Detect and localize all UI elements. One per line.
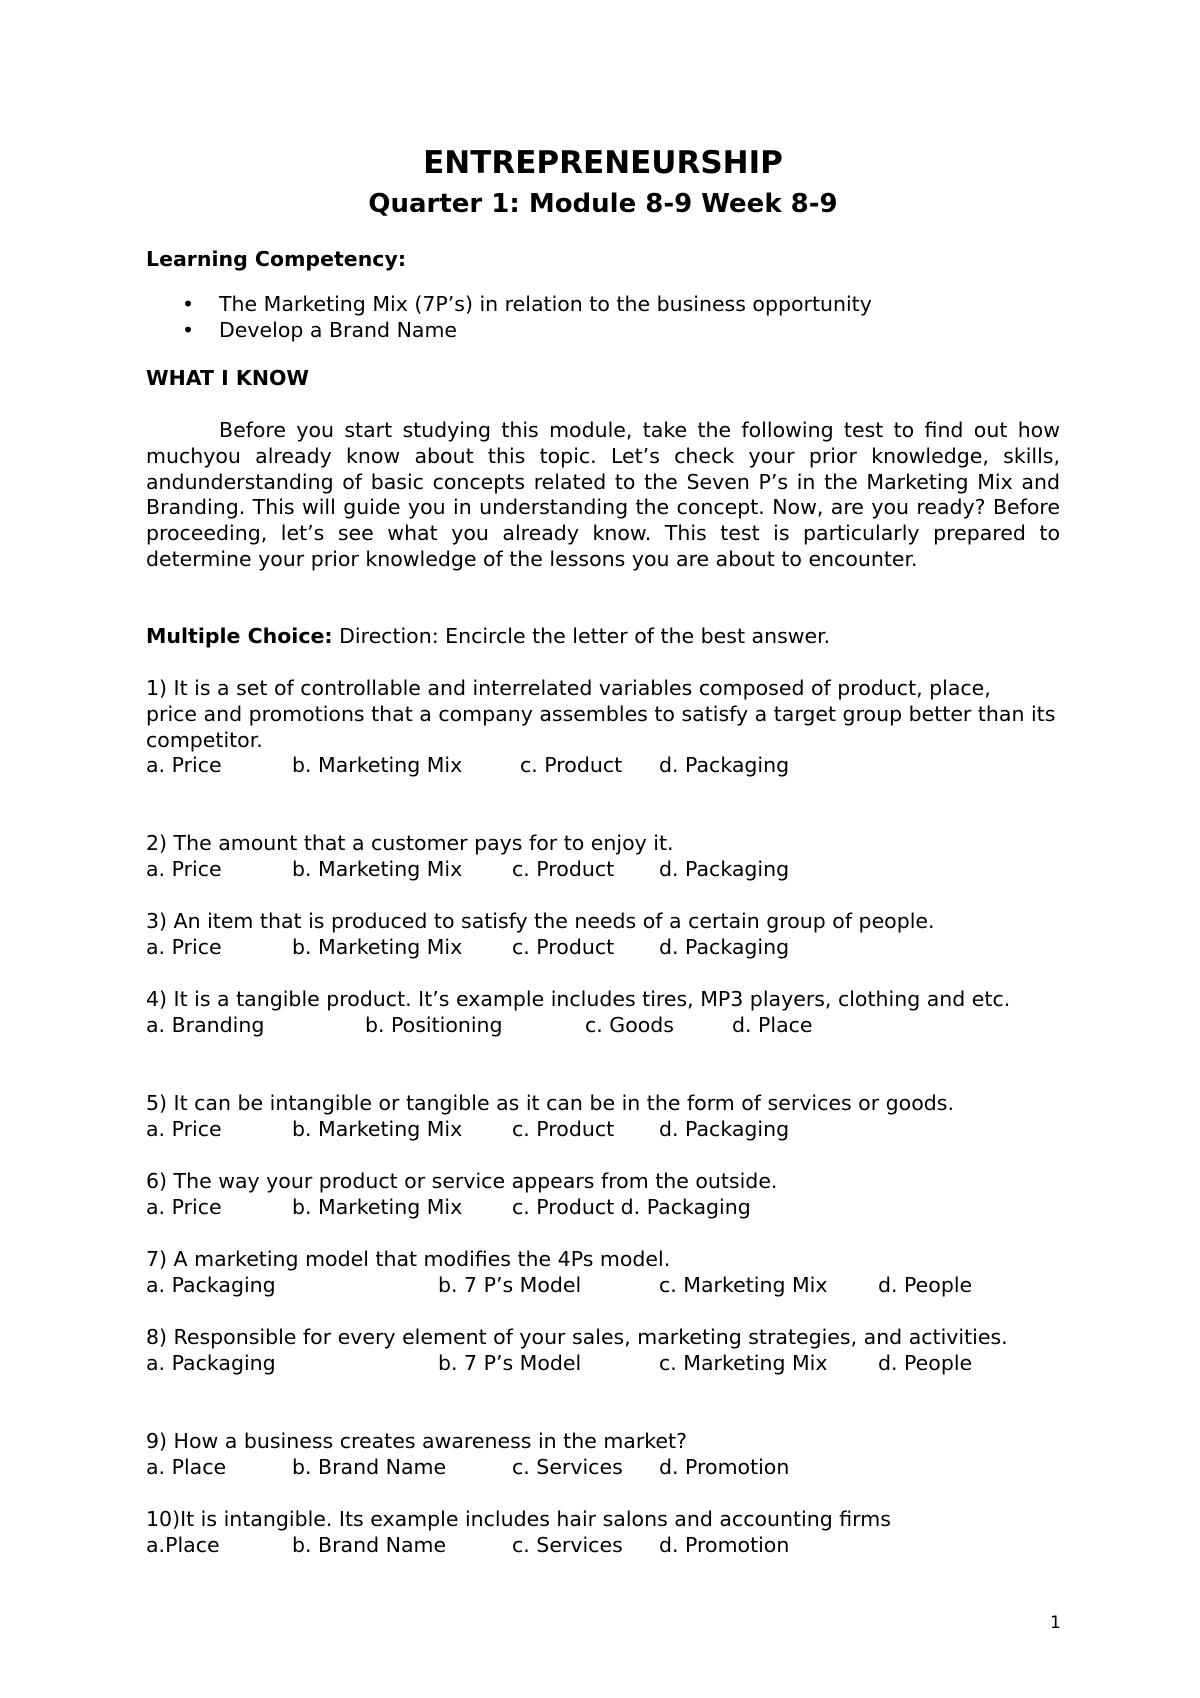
- intro-paragraph: Before you start studying this module, take the following test to find out how muchyou already know about this topic. Let’s check your prior knowledge, skills, andunderstanding of basic concepts related to the Seven P’s in the Marketing Mix and Branding. This will guide you in understanding the concept. Now, are you ready? Before proceeding, let’s see what you already know. This test is particularly prepared to determine your prior knowledge of the lessons you are about to encounter.: [146, 418, 1060, 571]
- question-3: [146, 909, 1060, 961]
- choice-b[interactable]: b. Marketing Mix: [292, 1116, 463, 1141]
- question-text: 2) The amount that a customer pays for to enjoy it.: [146, 831, 674, 855]
- choice-a[interactable]: a. Price: [146, 753, 222, 778]
- choice-a[interactable]: a. Place: [146, 1454, 227, 1479]
- choice-c[interactable]: c. Product: [520, 753, 623, 778]
- choice-d[interactable]: d. Packaging: [659, 1116, 790, 1141]
- question-text: 7) A marketing model that modifies the 4Ps model.: [146, 1247, 671, 1271]
- question-9: [146, 1429, 1060, 1481]
- choices-row: [146, 935, 1060, 961]
- choice-c-d[interactable]: c. Product d. Packaging: [512, 1194, 751, 1219]
- page-number: 1: [1050, 1613, 1061, 1633]
- choice-c[interactable]: c. Marketing Mix: [659, 1272, 828, 1297]
- question-text-line-2: price and promotions that a company assembles to satisfy a target group better than its competitor.: [146, 701, 1056, 752]
- choice-a[interactable]: a.Place: [146, 1532, 220, 1557]
- question-7: [146, 1247, 1060, 1299]
- choices-row: [146, 753, 1060, 779]
- list-item: [146, 318, 1060, 344]
- choice-d[interactable]: d. Packaging: [659, 753, 790, 778]
- choice-b[interactable]: b. Marketing Mix: [292, 753, 463, 778]
- choices-row: [146, 1013, 1060, 1039]
- question-text: 3) An item that is produced to satisfy the needs of a certain group of people.: [146, 909, 935, 933]
- question-text: 5) It can be intangible or tangible as it can be in the form of services or goods.: [146, 1091, 954, 1115]
- choice-c[interactable]: c. Product: [512, 1116, 615, 1141]
- choice-d[interactable]: d. Place: [732, 1012, 813, 1037]
- choice-a[interactable]: a. Price: [146, 856, 222, 881]
- choices-row: [146, 1455, 1060, 1481]
- choice-d[interactable]: d. Packaging: [659, 934, 790, 959]
- choices-row: [146, 1533, 1060, 1559]
- choice-a[interactable]: a. Price: [146, 934, 222, 959]
- list-item-text: Develop a Brand Name: [219, 318, 458, 342]
- question-8: [146, 1325, 1060, 1377]
- multiple-choice-instruction: [146, 624, 1060, 650]
- choice-b[interactable]: b. Brand Name: [292, 1454, 447, 1479]
- learning-competency-heading: Learning Competency:: [146, 247, 407, 271]
- choice-c[interactable]: c. Product: [512, 856, 615, 881]
- choice-b[interactable]: b. Positioning: [365, 1012, 503, 1037]
- question-text: 8) Responsible for every element of your sales, marketing strategies, and activities.: [146, 1325, 1008, 1349]
- choice-c[interactable]: c. Product: [512, 934, 615, 959]
- choice-a[interactable]: a. Price: [146, 1116, 222, 1141]
- choice-a[interactable]: a. Price: [146, 1194, 222, 1219]
- question-text: 9) How a business creates awareness in the market?: [146, 1429, 687, 1453]
- choice-d[interactable]: d. People: [878, 1350, 973, 1375]
- bullet-icon: •: [182, 318, 195, 342]
- question-6: [146, 1169, 1060, 1221]
- choice-c[interactable]: c. Goods: [585, 1012, 674, 1037]
- direction-text: Direction: Encircle the letter of the best answer.: [332, 624, 831, 648]
- question-text: 6) The way your product or service appears from the outside.: [146, 1169, 778, 1193]
- choice-a[interactable]: a. Branding: [146, 1012, 265, 1037]
- choice-d[interactable]: d. Packaging: [659, 856, 790, 881]
- multiple-choice-label: Multiple Choice:: [146, 624, 333, 648]
- choices-row: [146, 1351, 1060, 1377]
- choice-b[interactable]: b. Brand Name: [292, 1532, 447, 1557]
- question-10: [146, 1507, 1060, 1559]
- question-5: [146, 1091, 1060, 1143]
- choice-c[interactable]: c. Marketing Mix: [659, 1350, 828, 1375]
- list-item: [146, 292, 1060, 318]
- choice-c[interactable]: c. Services: [512, 1454, 623, 1479]
- bullet-icon: •: [182, 292, 195, 316]
- choice-d[interactable]: d. Promotion: [659, 1532, 790, 1557]
- choice-b[interactable]: b. Marketing Mix: [292, 1194, 463, 1219]
- list-item-text: The Marketing Mix (7P’s) in relation to the business opportunity: [219, 292, 872, 316]
- choice-b[interactable]: b. Marketing Mix: [292, 856, 463, 881]
- question-2: [146, 831, 1060, 883]
- document-subtitle: Quarter 1: Module 8-9 Week 8-9: [368, 189, 838, 219]
- what-i-know-heading: WHAT I KNOW: [146, 366, 310, 390]
- learning-competency-list: [146, 292, 1060, 344]
- choices-row: [146, 857, 1060, 883]
- question-text-line-1: 1) It is a set of controllable and interrelated variables composed of product, place,: [146, 676, 991, 700]
- choice-c[interactable]: c. Services: [512, 1532, 623, 1557]
- choice-b[interactable]: b. 7 P’s Model: [438, 1272, 582, 1297]
- choice-a[interactable]: a. Packaging: [146, 1350, 276, 1375]
- choice-b[interactable]: b. 7 P’s Model: [438, 1350, 582, 1375]
- choices-row: [146, 1195, 1060, 1221]
- question-text: 4) It is a tangible product. It’s example includes tires, MP3 players, clothing and etc.: [146, 987, 1011, 1011]
- choice-d[interactable]: d. Promotion: [659, 1454, 790, 1479]
- question-4: [146, 987, 1060, 1039]
- choice-d[interactable]: d. People: [878, 1272, 973, 1297]
- question-1: [146, 676, 1060, 779]
- choice-a[interactable]: a. Packaging: [146, 1272, 276, 1297]
- question-text: 10)It is intangible. Its example includes hair salons and accounting firms: [146, 1507, 891, 1531]
- document-title: ENTREPRENEURSHIP: [423, 145, 783, 181]
- choices-row: [146, 1273, 1060, 1299]
- choices-row: [146, 1117, 1060, 1143]
- choice-b[interactable]: b. Marketing Mix: [292, 934, 463, 959]
